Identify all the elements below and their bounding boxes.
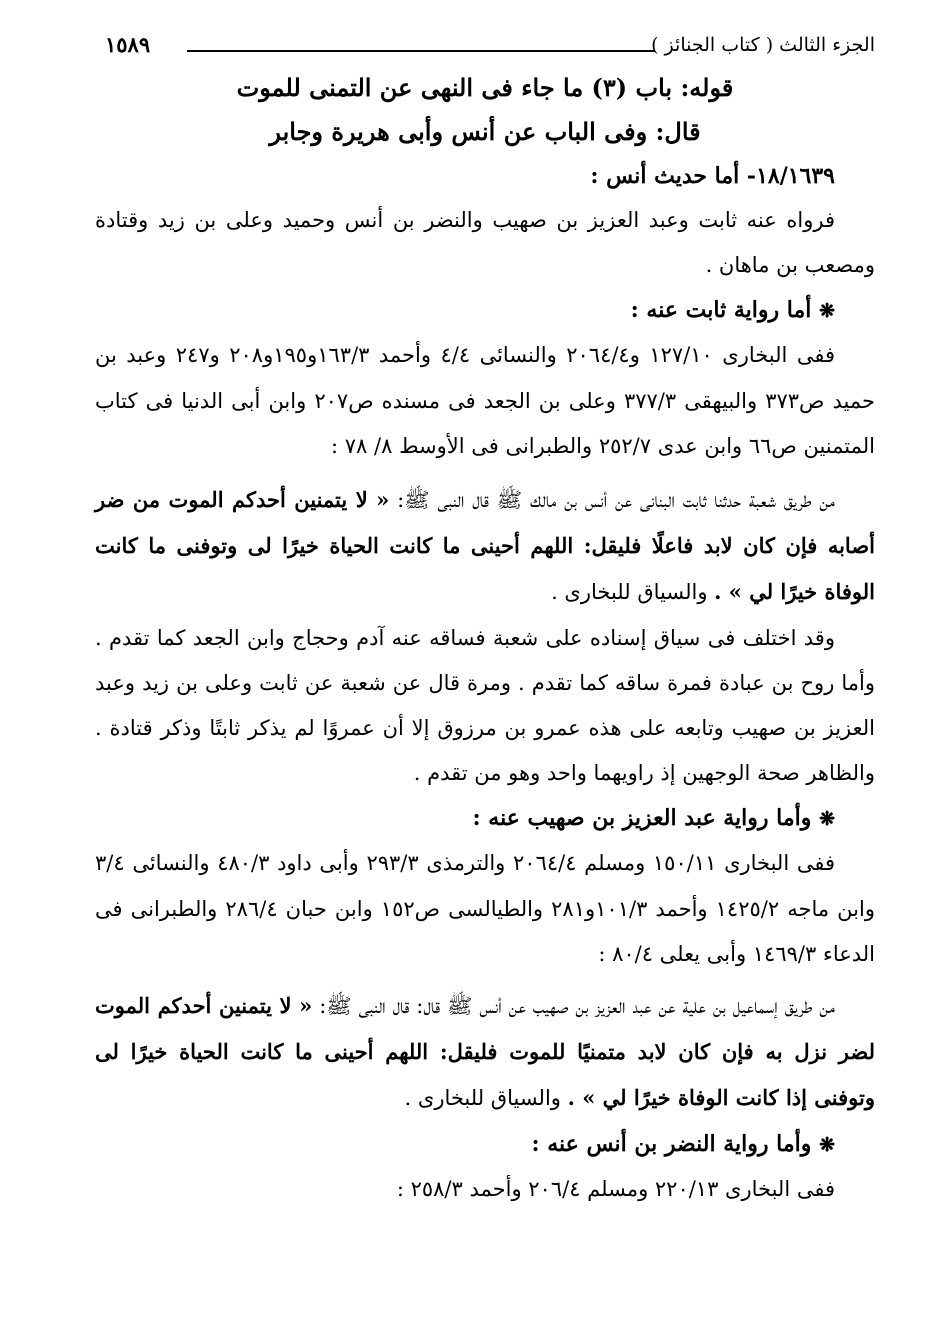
hadith-text-thabit [95, 477, 875, 616]
note-suhaib: والسياق للبخارى . [404, 1086, 561, 1111]
sources-thabit [95, 333, 875, 469]
hadith-text-suhaib [95, 983, 875, 1122]
chapter-sub-heading: قال: وفى الباب عن أنس وأبى هريرة وجابر [269, 117, 701, 146]
sources-nadr [95, 1167, 875, 1212]
discussion-thabit-text: وقد اختلف فى سياق إسناده على شعبة فساقه عنه آدم وحجاج وابن الجعد كما تقدم . وأما روح بن عبادة فمرة ساقه كما تقدم . ومرة قال عن شعبة عن ثابت وعلى بن زيد وعبد العزيز بن صهيب وتابعه على هذه عمرو بن مرزوق إلا أن عمروًا لم يذكر ثابتًا وذكر قتادة . والظاهر صحة الوجهين إذ راويهما واحد وهو من تقدم . [95, 625, 875, 786]
sources-thabit-text: ففى البخارى ١٢٧/١٠ و٢٠٦٤/٤ والنسائى ٤/٤ وأحمد ١٦٣/٣و١٩٥و٢٠٨ و٢٤٧ وعبد بن حميد ص٣٧٣ والبيهقى ٣٧٧/٣ وعلى بن الجعد فى مسنده ص٢٠٧ وابن أبى الدنيا فى كتاب المتمنين ص٦٦ وابن عدى ٢٥٢/٧ والطبرانى فى الأوسط ٨/ ٧٨ : [95, 343, 875, 458]
bullet-icon: ❋ [819, 808, 835, 831]
header-rule [187, 50, 655, 52]
chain-thabit: من طريق شعبة حدثنا ثابت البنانى عن أنس بن مالك ﷺ قال النبى ﷺ: [397, 488, 835, 513]
section-heading-suhaib [95, 796, 875, 841]
section-heading-nadr-text: وأما رواية النضر بن أنس عنه : [531, 1130, 812, 1157]
page-number: ١٥٨٩ [105, 32, 151, 57]
narrators-intro-text: فرواه عنه ثابت وعبد العزيز بن صهيب والنضر بن أنس وحميد وعلى بن زيد وقتادة ومصعب بن ماهان . [95, 208, 875, 278]
chain-suhaib: من طريق إسماعيل بن علية عن عبد العزيز بن صهيب عن أنس ﷺ قال: قال النبى ﷺ: [319, 994, 835, 1019]
sources-suhaib-text: ففى البخارى ١٥٠/١١ ومسلم ٢٠٦٤/٤ والترمذى ٢٩٣/٣ وأبى داود ٤٨٠/٣ والنسائى ٣/٤ وابن ماجه ١٤٢٥/٢ وأحمد ١٠١/٣و٢٨١ والطيالسى ص١٥٢ وابن حبان ٢٨٦/٤ والطبرانى فى الدعاء ١٤٦٩/٣ وأبى يعلى ٨٠/٤ : [95, 851, 875, 966]
bullet-icon: ❋ [819, 300, 835, 323]
section-heading-nadr [95, 1122, 875, 1167]
running-header-title: الجزء الثالث ( كتاب الجنائز ) [651, 34, 875, 56]
running-header [95, 30, 875, 66]
spacer [95, 469, 875, 477]
book-page [95, 30, 875, 1212]
sources-suhaib [95, 841, 875, 977]
hadith-number-title: ١٨/١٦٣٩- أما حديث أنس : [590, 163, 835, 189]
note-thabit: والسياق للبخارى . [551, 580, 708, 605]
matn-suhaib: « لا يتمنين أحدكم الموت لضر نزل به فإن كان لابد متمنيًا للموت فليقل: اللهم أحينى ما كانت الحياة خيرًا لى وتوفنى إذا كانت الوفاة خيرًا لي » . [95, 993, 875, 1111]
section-heading-suhaib-text: وأما رواية عبد العزيز بن صهيب عنه : [472, 805, 812, 832]
section-heading-thabit [95, 288, 875, 333]
narrators-intro [95, 198, 875, 288]
bullet-icon: ❋ [819, 1133, 835, 1156]
chapter-heading: قوله: باب (٣) ما جاء فى النهى عن التمنى للموت [236, 73, 734, 102]
section-heading-thabit-text: أما رواية ثابت عنه : [630, 297, 812, 324]
matn-thabit: « لا يتمنين أحدكم الموت من ضر أصابه فإن كان لابد فاعلًا فليقل: اللهم أحينى ما كانت الحياة خيرًا لى وتوفنى ما كانت الوفاة خيرًا لي » . [95, 487, 875, 605]
sources-nadr-text: ففى البخارى ٢٢٠/١٣ ومسلم ٢٠٦/٤ وأحمد ٢٥٨/٣ : [396, 1176, 835, 1201]
discussion-thabit [95, 616, 875, 797]
